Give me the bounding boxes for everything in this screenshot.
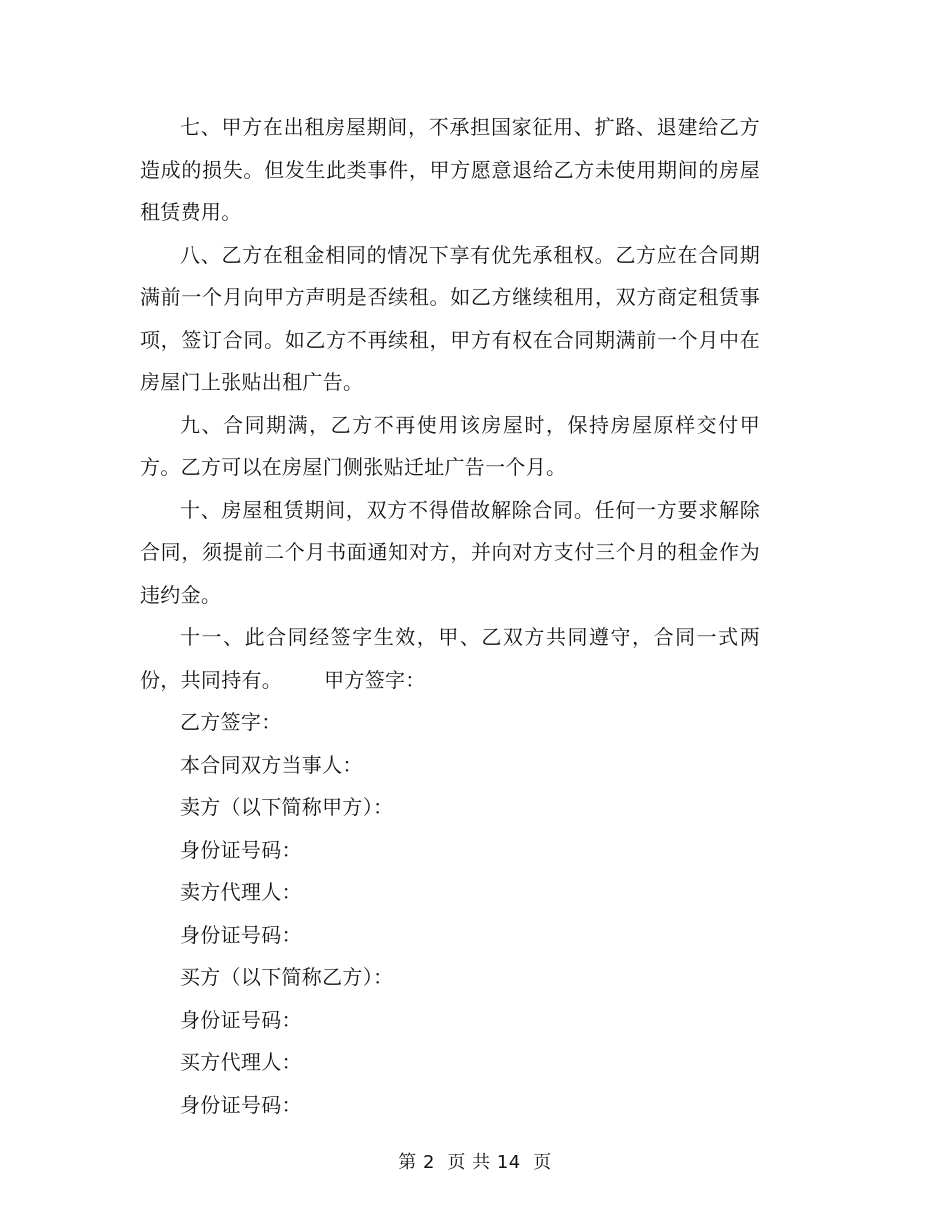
buyer-agent-label: 买方代理人： — [180, 1050, 302, 1074]
buyer-agent-id-number-label: 身份证号码： — [180, 1092, 302, 1117]
party-b-signature-label: 乙方签字： — [180, 710, 282, 734]
page-number: 第 2 页 共 14 页 — [398, 1152, 552, 1173]
clause-11 — [140, 616, 760, 701]
document-body — [140, 106, 760, 1126]
clause-7: 七、甲方在出租房屋期间，不承担国家征用、扩路、退建给乙方造成的损失。但发生此类事件，甲方愿意退给乙方未使用期间的房屋租赁费用。 — [140, 115, 760, 224]
seller-agent-id-number-label: 身份证号码： — [180, 922, 302, 947]
buyer-id-number-label: 身份证号码： — [180, 1007, 302, 1032]
page-footer — [0, 1148, 950, 1178]
clause-10: 十、房屋租赁期间，双方不得借故解除合同。任何一方要求解除合同，须提前二个月书面通知对方，并向对方支付三个月的租金作为违约金。 — [140, 497, 760, 607]
seller-label: 卖方（以下简称甲方）： — [180, 795, 394, 819]
parties-heading: 本合同双方当事人： — [180, 752, 363, 777]
party-a-signature-label: 甲方签字： — [324, 667, 426, 692]
clause-9: 九、合同期满，乙方不再使用该房屋时，保持房屋原样交付甲方。乙方可以在房屋门侧张贴迁址广告一个月。 — [140, 412, 760, 479]
clause-11-text: 十一、此合同经签字生效，甲、乙双方共同遵守，合同一式两份，共同持有。 — [140, 625, 760, 692]
buyer-label: 买方（以下简称乙方）： — [180, 965, 394, 989]
clause-8: 八、乙方在租金相同的情况下享有优先承租权。乙方应在合同期满前一个月向甲方声明是否续租。如乙方继续租用，双方商定租赁事项，签订合同。如乙方不再续租，甲方有权在合同期满前一个月中在房屋门上张贴出租广告。 — [140, 242, 760, 394]
seller-agent-label: 卖方代理人： — [180, 880, 302, 904]
seller-id-number-label: 身份证号码： — [180, 837, 302, 862]
